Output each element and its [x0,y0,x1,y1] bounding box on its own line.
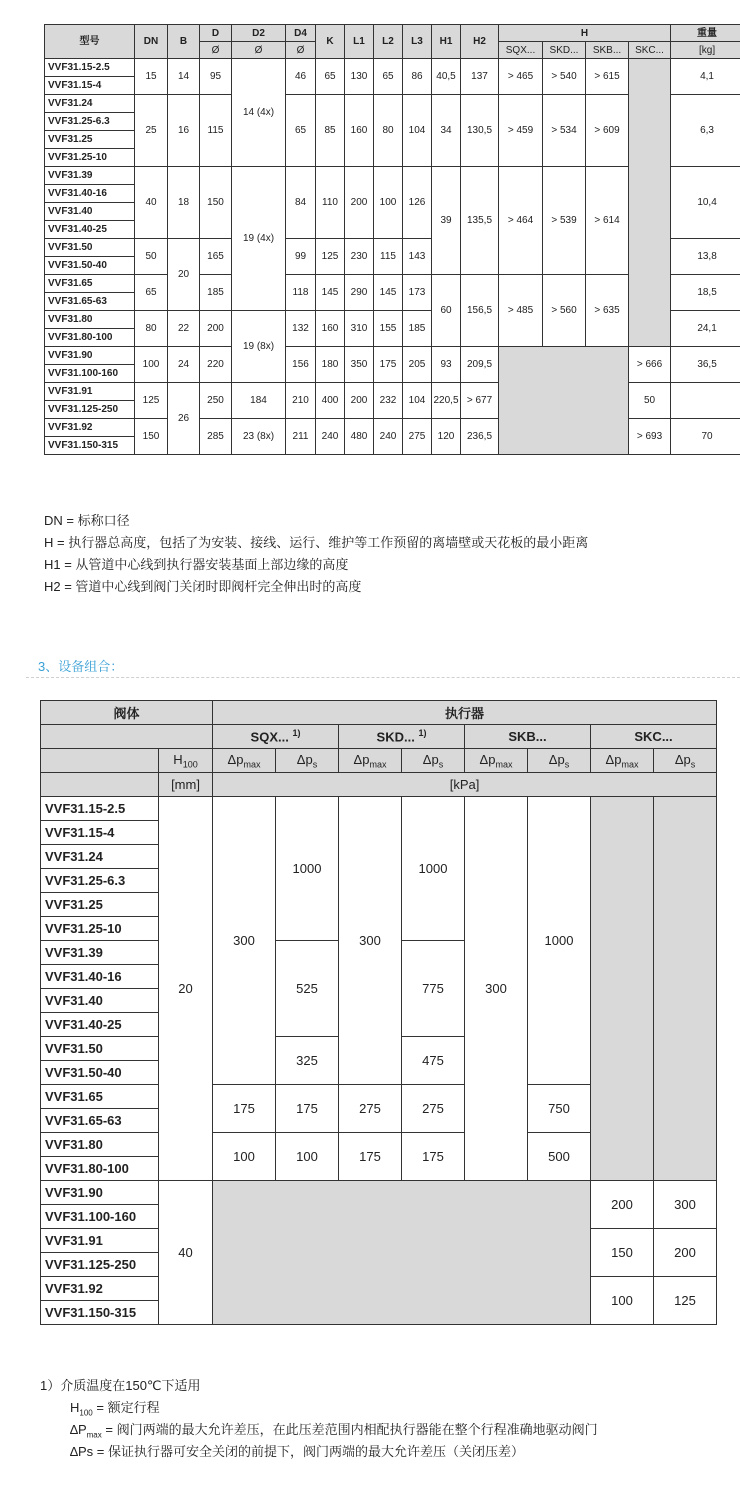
dp-label: Δp [479,751,496,767]
h1-cell: 104 [403,383,432,419]
skc-dps-cell: 125 [654,1277,717,1325]
header-actuator: 执行器 [213,701,717,725]
b-cell: 18 [168,167,200,239]
model-cell: VVF31.90 [45,347,135,365]
dn-cell: 80 [135,311,168,347]
dp-label: Δp [422,751,439,767]
skd-dps-cell: 775 [402,941,465,1037]
skd-dps-cell: 275 [402,1085,465,1133]
h2-cell: 135,5 [461,167,499,275]
h-skd-cell: > 534 [543,95,586,167]
dn-cell: 125 [135,383,168,419]
model-cell: VVF31.80 [41,1133,159,1157]
skc-dpmax-cell: 100 [591,1277,654,1325]
d-cell: 200 [200,311,232,347]
header-unit-kpa: [kPa] [213,773,717,797]
header-h-skd: SKD... [543,42,586,59]
h2-cell: 156,5 [461,275,499,347]
model-cell: VVF31.150-315 [41,1301,159,1325]
max-sub: max [369,759,387,770]
weight-cell: 50 [629,383,671,419]
h-empty-cell [499,347,629,455]
l3-cell: 126 [403,167,432,239]
dn-cell: 50 [135,239,168,275]
h-skb-cell: > 614 [586,167,629,275]
header-dps [528,749,591,773]
d4-cell: 65 [286,95,316,167]
max-sub: max [621,759,639,770]
k-cell: 210 [286,383,316,419]
header-l3: L3 [403,25,432,59]
h1-cell: 60 [432,275,461,347]
h-sqx-cell: > 459 [499,95,543,167]
header-d4: D4 [286,25,316,42]
h-skb-cell: > 635 [586,275,629,347]
header-blank [41,725,213,749]
header-h-sqx: SQX... [499,42,543,59]
skc-dps-cell: 300 [654,1181,717,1229]
skb-dps-cell: 500 [528,1133,591,1181]
header-d4-phi: Ø [286,42,316,59]
l3-cell: 173 [403,275,432,311]
d-cell: 95 [200,59,232,95]
model-cell: VVF31.25-10 [41,917,159,941]
definition-h1: H1 = 从管道中心线到执行器安装基面上部边缘的高度 [44,557,349,572]
sqx-dps-cell: 325 [276,1037,339,1085]
dp-label: Δp [674,751,691,767]
h100-cell: 20 [159,797,213,1181]
header-h-skc: SKC... [629,42,671,59]
sqx-dpmax-cell: 175 [213,1085,276,1133]
model-cell: VVF31.40-25 [45,221,135,239]
l3-cell: 86 [403,59,432,95]
d2-cell: 14 (4x) [232,59,286,167]
sqx-dps-cell: 1000 [276,797,339,941]
not-applicable-cell [213,1181,591,1325]
dn-cell: 25 [135,95,168,167]
section-divider [26,677,740,678]
header-weight-unit: [kg] [671,42,740,59]
h-skd-cell: > 560 [543,275,586,347]
skb-dps-cell: 750 [528,1085,591,1133]
dn-cell: 15 [135,59,168,95]
model-cell: VVF31.25-6.3 [41,869,159,893]
h1-cell: 93 [432,347,461,383]
k-cell: 160 [316,311,345,347]
b-cell: 26 [168,383,200,455]
l3-cell: 104 [403,95,432,167]
s-sub: s [690,759,696,770]
footnote-mark: 1) [292,728,301,739]
skd-dps-cell: 1000 [402,797,465,941]
l1-cell: 230 [345,239,374,275]
l3-cell: 232 [374,383,403,419]
h100-sub: 100 [79,1408,93,1418]
model-cell: VVF31.91 [41,1229,159,1253]
model-cell: VVF31.15-4 [45,77,135,95]
model-cell: VVF31.40 [45,203,135,221]
max-sub: max [495,759,513,770]
combination-table [40,700,717,1325]
header-l1: L1 [345,25,374,59]
h100-letter: H [173,751,183,767]
skd-dps-cell: 475 [402,1037,465,1085]
h-skc-cell: > 693 [629,419,671,455]
d-cell: 250 [200,383,232,419]
model-cell: VVF31.50-40 [45,257,135,275]
skc-dps-empty-cell [654,797,717,1181]
model-cell: VVF31.15-2.5 [45,59,135,77]
h-skd-cell: > 539 [543,167,586,275]
header-skb: SKB... [465,725,591,749]
weight-cell: 70 [671,419,740,455]
sqx-dpmax-cell: 100 [213,1133,276,1181]
h1-cell: 40,5 [432,59,461,95]
header-unit-mm: [mm] [159,773,213,797]
d4-cell: 184 [232,383,286,419]
l1-cell: 200 [345,167,374,239]
weight-cell: 4,1 [671,59,740,95]
model-cell: VVF31.25 [45,131,135,149]
l2-cell: 155 [374,311,403,347]
model-cell: VVF31.91 [45,383,135,401]
header-h-skb: SKB... [586,42,629,59]
header-dps [276,749,339,773]
model-cell: VVF31.40-16 [45,185,135,203]
h-skb-cell: > 615 [586,59,629,95]
model-cell: VVF31.25-6.3 [45,113,135,131]
l2-cell: 175 [374,347,403,383]
dimensions-table [44,24,740,455]
model-cell: VVF31.80 [45,311,135,329]
weight-cell: 13,8 [671,239,740,275]
d-cell: 220 [200,347,232,383]
l2-cell: 145 [374,275,403,311]
header-dn: DN [135,25,168,59]
b-cell: 16 [168,95,200,167]
weight-cell: 36,5 [671,347,740,383]
pmax-prefix: ∆P [70,1422,87,1437]
d-cell: 115 [200,95,232,167]
header-h100 [159,749,213,773]
model-cell: VVF31.65 [41,1085,159,1109]
skd-dpmax-cell: 300 [339,797,402,1085]
dn-cell: 100 [135,347,168,383]
h-skc-cell: > 677 [461,383,499,419]
h100-letter: H [70,1400,80,1415]
header-d-phi: Ø [200,42,232,59]
skc-dpmax-cell: 150 [591,1229,654,1277]
header-valve-body: 阀体 [41,701,213,725]
header-l2: L2 [374,25,403,59]
h100-sub: 100 [182,759,198,770]
skd-dpmax-cell: 275 [339,1085,402,1133]
model-cell: VVF31.39 [45,167,135,185]
model-cell: VVF31.50 [41,1037,159,1061]
footnote-h100 [70,1397,160,1418]
model-cell: VVF31.80-100 [45,329,135,347]
d-cell: 165 [200,239,232,275]
b-cell: 20 [168,239,200,311]
dn-cell: 40 [135,167,168,239]
d2-cell: 19 (4x) [232,167,286,311]
definition-dn: DN = 标称口径 [44,513,130,528]
header-skd-label: SKD... [376,729,415,745]
header-d2-phi: Ø [232,42,286,59]
sqx-dps-cell: 525 [276,941,339,1037]
d4-cell: 84 [286,167,316,239]
l1-cell: 130 [345,59,374,95]
l3-cell: 205 [403,347,432,383]
l3-cell: 275 [403,419,432,455]
header-blank [41,773,159,797]
header-dps [402,749,465,773]
d4-cell: 118 [286,275,316,311]
k-cell: 85 [316,95,345,167]
model-cell: VVF31.50 [45,239,135,257]
header-sqx [213,725,339,749]
l1-cell: 480 [345,419,374,455]
model-cell: VVF31.150-315 [45,437,135,455]
h-sqx-cell: > 464 [499,167,543,275]
h-skd-cell: > 540 [543,59,586,95]
l2-cell: 65 [374,59,403,95]
header-b: B [168,25,200,59]
l1-cell: 160 [345,95,374,167]
skc-dps-cell: 200 [654,1229,717,1277]
footnote-ps: ∆Ps = 保证执行器可安全关闭的前提下，阀门两端的最大允许差压（关闭压差） [70,1444,524,1459]
k-cell: 145 [316,275,345,311]
model-cell: VVF31.25-10 [45,149,135,167]
h2-cell: 137 [461,59,499,95]
d2-cell: 19 (8x) [232,311,286,383]
model-cell: VVF31.15-2.5 [41,797,159,821]
header-h: H [499,25,671,42]
dn-cell: 65 [135,275,168,311]
header-d: D [200,25,232,42]
dp-label: Δp [296,751,313,767]
d2-cell: 23 (8x) [232,419,286,455]
model-cell: VVF31.100-160 [45,365,135,383]
d4-cell: 156 [286,347,316,383]
model-cell: VVF31.15-4 [41,821,159,845]
header-skd [339,725,465,749]
sqx-dps-cell: 100 [276,1133,339,1181]
pmax-definition: = 阀门两端的最大允许差压，在此压差范围内相配执行器能在整个行程准确地驱动阀门 [105,1422,598,1437]
header-dpmax [465,749,528,773]
h100-cell: 40 [159,1181,213,1325]
model-cell: VVF31.50-40 [41,1061,159,1085]
model-cell: VVF31.100-160 [41,1205,159,1229]
sqx-dps-cell: 175 [276,1085,339,1133]
weight-cell: 10,4 [671,167,740,239]
h1-cell: 39 [432,167,461,275]
weight-cell: 24,1 [671,311,740,347]
l2-cell: 200 [345,383,374,419]
header-sqx-label: SQX... [250,729,289,745]
header-d2: D2 [232,25,286,42]
header-dpmax [339,749,402,773]
header-dps [654,749,717,773]
d4-cell: 132 [286,311,316,347]
h1-cell: 120 [432,419,461,455]
k-cell: 180 [316,347,345,383]
l1-cell: 310 [345,311,374,347]
k-cell: 240 [316,419,345,455]
s-sub: s [312,759,318,770]
h2-cell: 130,5 [461,95,499,167]
model-cell: VVF31.24 [45,95,135,113]
h2-cell: 220,5 [432,383,461,419]
l3-cell: 185 [403,311,432,347]
model-cell: VVF31.125-250 [45,401,135,419]
d4-cell: 211 [286,419,316,455]
header-skc: SKC... [591,725,717,749]
skb-dps-cell: 1000 [528,797,591,1085]
header-h1: H1 [432,25,461,59]
b-cell: 24 [168,347,200,383]
section-title: 3、设备组合： [38,659,124,674]
model-cell: VVF31.125-250 [41,1253,159,1277]
footnote-1: 1）介质温度在150℃下适用 [40,1378,201,1393]
d-cell: 150 [200,167,232,239]
d-cell: 285 [200,419,232,455]
l2-cell: 240 [374,419,403,455]
header-dpmax [213,749,276,773]
header-blank [41,749,159,773]
model-cell: VVF31.65 [45,275,135,293]
l2-cell: 100 [374,167,403,239]
model-cell: VVF31.80-100 [41,1157,159,1181]
k-cell: 125 [316,239,345,275]
header-weight: 重量 [671,25,740,42]
model-cell: VVF31.39 [41,941,159,965]
definition-h2: H2 = 管道中心线到阀门关闭时即阀杆完全伸出时的高度 [44,579,362,594]
header-k: K [316,25,345,59]
b-cell: 14 [168,59,200,95]
h-skc-cell: > 666 [629,347,671,383]
l1-cell: 350 [345,347,374,383]
h-sqx-cell: > 465 [499,59,543,95]
h-skc-empty-cell [629,59,671,347]
d-cell: 185 [200,275,232,311]
model-cell: VVF31.92 [41,1277,159,1301]
model-cell: VVF31.40 [41,989,159,1013]
h-skb-cell: > 609 [586,95,629,167]
weight-cell: 6,3 [671,95,740,167]
pmax-sub: max [86,1430,102,1440]
l2-cell: 115 [374,239,403,275]
l1-cell: 400 [316,383,345,419]
header-model: 型号 [45,25,135,59]
model-cell: VVF31.65-63 [45,293,135,311]
definition-h: H = 执行器总高度，包括了为安装、接线、运行、维护等工作预留的离墙壁或天花板的最小距离 [44,535,589,550]
footnote-pmax [70,1419,598,1440]
dp-label: Δp [227,751,244,767]
model-cell: VVF31.24 [41,845,159,869]
h2-cell: 236,5 [461,419,499,455]
k-cell: 110 [316,167,345,239]
model-cell: VVF31.25 [41,893,159,917]
s-sub: s [564,759,570,770]
sqx-dpmax-cell: 300 [213,797,276,1085]
footnote-mark: 1) [418,728,427,739]
l1-cell: 290 [345,275,374,311]
h-sqx-cell: > 485 [499,275,543,347]
s-sub: s [438,759,444,770]
skb-dpmax-cell: 300 [465,797,528,1181]
b-cell: 22 [168,311,200,347]
model-cell: VVF31.65-63 [41,1109,159,1133]
d4-cell: 99 [286,239,316,275]
d4-cell: 46 [286,59,316,95]
model-cell: VVF31.40-25 [41,1013,159,1037]
h100-definition: = 额定行程 [96,1400,160,1415]
dn-cell: 150 [135,419,168,455]
skd-dps-cell: 175 [402,1133,465,1181]
header-h2: H2 [461,25,499,59]
l2-cell: 80 [374,95,403,167]
dp-label: Δp [605,751,622,767]
weight-cell: 18,5 [671,275,740,311]
dp-label: Δp [548,751,565,767]
header-dpmax [591,749,654,773]
max-sub: max [243,759,261,770]
model-cell: VVF31.92 [45,419,135,437]
model-cell: VVF31.90 [41,1181,159,1205]
dp-label: Δp [353,751,370,767]
skc-dpmax-cell: 200 [591,1181,654,1229]
skd-dpmax-cell: 175 [339,1133,402,1181]
skc-dpmax-empty-cell [591,797,654,1181]
h2-cell: 209,5 [461,347,499,383]
model-cell: VVF31.40-16 [41,965,159,989]
h1-cell: 34 [432,95,461,167]
l3-cell: 143 [403,239,432,275]
k-cell: 65 [316,59,345,95]
